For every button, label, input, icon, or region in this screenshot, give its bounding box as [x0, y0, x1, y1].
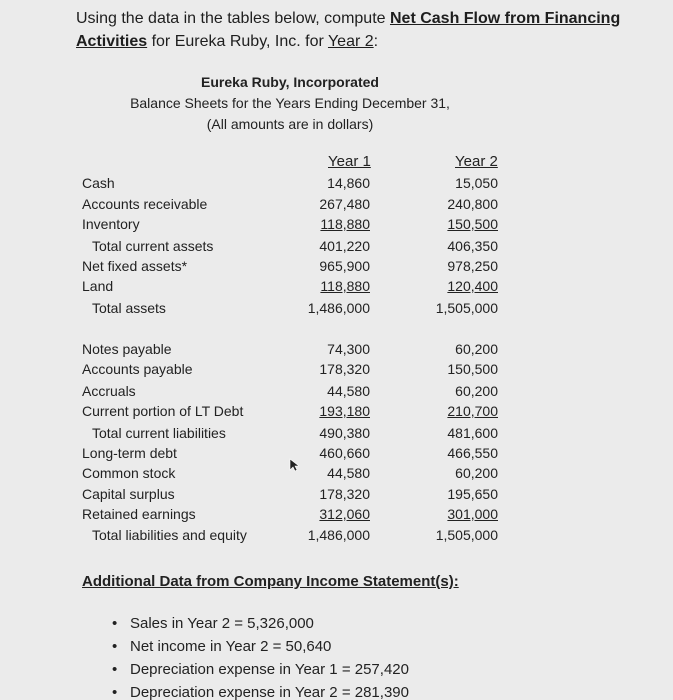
row-label-net-fixed-assets: Net fixed assets*: [82, 258, 188, 274]
row-label-capital-surplus: Capital surplus: [82, 486, 175, 502]
question-highlight-year-2: Year 2: [327, 33, 374, 50]
value-land-y1: 118,880: [320, 278, 370, 294]
additional-data-heading: Additional Data from Company Income Statement(s):: [82, 573, 459, 590]
row-label-retained-earnings: Retained earnings: [82, 506, 196, 522]
list-item-text: Sales in Year 2 = 5,326,000: [130, 615, 314, 632]
value-total-current-liabilities-y2: 481,600: [447, 425, 498, 441]
value-total-liabilities-equity-y1: 1,486,000: [307, 527, 370, 543]
balance-sheet-subtitle: Balance Sheets for the Years Ending December 31,: [130, 95, 450, 111]
row-label-total-liabilities-equity: Total liabilities and equity: [92, 527, 247, 543]
column-header-year-2: Year 2: [455, 153, 498, 170]
company-name: Eureka Ruby, Incorporated: [201, 74, 379, 90]
list-item: [112, 635, 409, 658]
value-accruals-y1: 44,580: [327, 383, 370, 399]
value-accounts-receivable-y2: 240,800: [447, 196, 498, 212]
value-net-fixed-assets-y2: 978,250: [447, 258, 498, 274]
row-label-total-current-liabilities: Total current liabilities: [92, 425, 226, 441]
value-capital-surplus-y1: 178,320: [319, 486, 370, 502]
column-header-year-1: Year 1: [328, 153, 371, 170]
value-capital-surplus-y2: 195,650: [447, 486, 498, 502]
value-accounts-receivable-y1: 267,480: [319, 196, 370, 212]
row-label-total-assets: Total assets: [92, 300, 166, 316]
value-total-assets-y2: 1,505,000: [435, 300, 498, 316]
value-current-portion-lt-debt-y1: 193,180: [319, 403, 370, 419]
row-label-current-portion-lt-debt: Current portion of LT Debt: [82, 403, 244, 419]
question-highlight-activities: Activities: [76, 33, 148, 50]
question-text: [76, 7, 636, 53]
row-label-notes-payable: Notes payable: [82, 341, 172, 357]
value-cash-y2: 15,050: [455, 175, 498, 191]
row-label-total-current-assets: Total current assets: [92, 238, 214, 254]
bullet-icon: •: [112, 684, 118, 700]
value-inventory-y2: 150,500: [447, 216, 498, 232]
value-total-liabilities-equity-y2: 1,505,000: [435, 527, 498, 543]
value-accruals-y2: 60,200: [455, 383, 498, 399]
value-total-current-assets-y1: 401,220: [319, 238, 370, 254]
list-item: [112, 658, 409, 681]
row-label-accounts-receivable: Accounts receivable: [82, 196, 208, 212]
value-cash-y1: 14,860: [327, 175, 370, 191]
question-highlight-net-cash-flow: Net Cash Flow from Financing: [389, 10, 621, 27]
mouse-cursor-icon: [289, 458, 299, 472]
row-label-accruals: Accruals: [82, 383, 136, 399]
value-accounts-payable-y1: 178,320: [319, 361, 370, 377]
row-label-long-term-debt: Long-term debt: [82, 445, 177, 461]
value-common-stock-y1: 44,580: [327, 465, 370, 481]
row-label-common-stock: Common stock: [82, 465, 176, 481]
value-common-stock-y2: 60,200: [455, 465, 498, 481]
value-land-y2: 120,400: [447, 278, 498, 294]
value-total-current-liabilities-y1: 490,380: [319, 425, 370, 441]
value-inventory-y1: 118,880: [320, 216, 370, 232]
row-label-land: Land: [82, 278, 114, 294]
value-notes-payable-y1: 74,300: [327, 341, 370, 357]
question-part-2: for Eureka Ruby, Inc. for: [147, 33, 328, 50]
row-label-cash: Cash: [82, 175, 115, 191]
list-item: [112, 681, 409, 700]
value-current-portion-lt-debt-y2: 210,700: [447, 403, 498, 419]
value-long-term-debt-y2: 466,550: [447, 445, 498, 461]
value-retained-earnings-y2: 301,000: [447, 506, 498, 522]
value-retained-earnings-y1: 312,060: [319, 506, 370, 522]
bullet-icon: •: [112, 638, 118, 655]
value-total-current-assets-y2: 406,350: [447, 238, 498, 254]
bullet-icon: •: [112, 615, 118, 632]
value-long-term-debt-y1: 460,660: [319, 445, 370, 461]
value-notes-payable-y2: 60,200: [455, 341, 498, 357]
list-item-text: Net income in Year 2 = 50,640: [130, 638, 332, 655]
list-item: [112, 612, 409, 635]
amounts-note: (All amounts are in dollars): [206, 116, 374, 132]
list-item-text: Depreciation expense in Year 2 = 281,390: [130, 684, 409, 700]
bullet-icon: •: [112, 661, 118, 678]
value-total-assets-y1: 1,486,000: [307, 300, 370, 316]
value-net-fixed-assets-y1: 965,900: [319, 258, 370, 274]
list-item-text: Depreciation expense in Year 1 = 257,420: [130, 661, 409, 678]
row-label-accounts-payable: Accounts payable: [82, 361, 193, 377]
value-accounts-payable-y2: 150,500: [447, 361, 498, 377]
row-label-inventory: Inventory: [82, 216, 140, 232]
additional-data-list: [112, 612, 409, 700]
question-part-1: Using the data in the tables below, compute: [76, 10, 390, 27]
question-part-3: :: [373, 33, 379, 50]
